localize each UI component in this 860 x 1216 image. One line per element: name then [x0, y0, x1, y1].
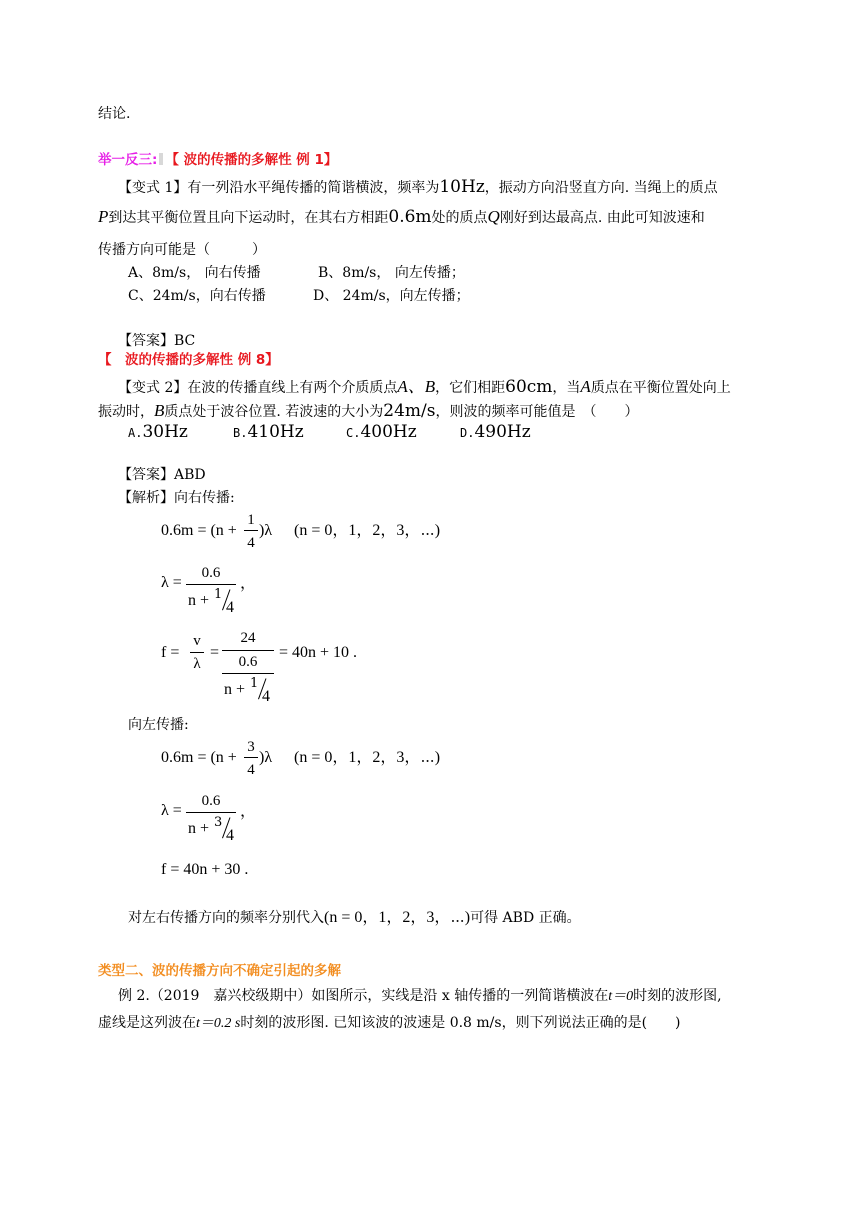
example2-line1: 例 2.（2019 嘉兴校级期中）如图所示，实线是沿 x 轴传播的一列简谐横波在t＝0时刻的波形图,	[118, 988, 722, 1004]
option-d: D.490Hz	[460, 422, 531, 442]
example2-line2: 虚线是这列波在t＝0.2 s时刻的波形图. 已知该波的波速是 0.8 m/s，则下列说法正确的是( )	[98, 1015, 681, 1031]
variant1-line2: P到达其平衡位置且向下运动时，在其右方相距0.6m处的质点Q刚好到达最高点. 由此可知波速和	[98, 207, 705, 227]
option-d: D、 24m/s，向左传播；	[313, 288, 470, 304]
answer-2: 【答案】ABD	[118, 467, 206, 483]
option-a: A、8m/s， 向右传播	[128, 265, 261, 281]
section-tag: 【 波的传播的多解性 例 1】	[165, 152, 338, 168]
option-c: C.400Hz	[346, 422, 417, 442]
intro-text: 结论.	[98, 106, 131, 122]
option-b: B、8m/s， 向左传播；	[318, 265, 465, 281]
option-c: C、24m/s，向右传播	[128, 288, 266, 304]
variant2-line1: 【变式 2】在波的传播直线上有两个介质质点A、B，它们相距60cm，当A质点在平衡位置处向上	[118, 377, 731, 397]
section-heading-1	[98, 153, 337, 168]
analysis-label: 【解析】向右传播:	[118, 490, 235, 506]
variant-prefix: 【变式 1】	[118, 180, 188, 196]
equation-6: f = 40n + 30 .	[161, 861, 249, 878]
section-label: 举一反三:	[98, 152, 158, 168]
option-a: A.30Hz	[128, 422, 188, 442]
option-b: B.410Hz	[233, 422, 304, 442]
variant2-line2: 振动时，B质点处于波谷位置. 若波速的大小为24m/s，则波的频率可能值是 （ ）	[98, 401, 639, 421]
variant1-line3: 传播方向可能是（ ）	[98, 242, 266, 258]
left-propagation-label: 向左传播:	[128, 717, 189, 733]
text-marker	[159, 153, 163, 165]
section-heading-3: 类型二、波的传播方向不确定引起的多解	[98, 963, 341, 979]
section-heading-2: 【 波的传播的多解性 例 8】	[98, 352, 279, 368]
variant1-line1: 【变式 1】有一列沿水平绳传播的简谐横波，频率为10Hz，振动方向沿竖直方向. 当绳上的质点	[118, 177, 718, 197]
answer-1: 【答案】BC	[118, 333, 196, 349]
conclusion: 对左右传播方向的频率分别代入(n = 0，1，2，3，⋯)可得 ABD 正确。	[128, 909, 581, 926]
